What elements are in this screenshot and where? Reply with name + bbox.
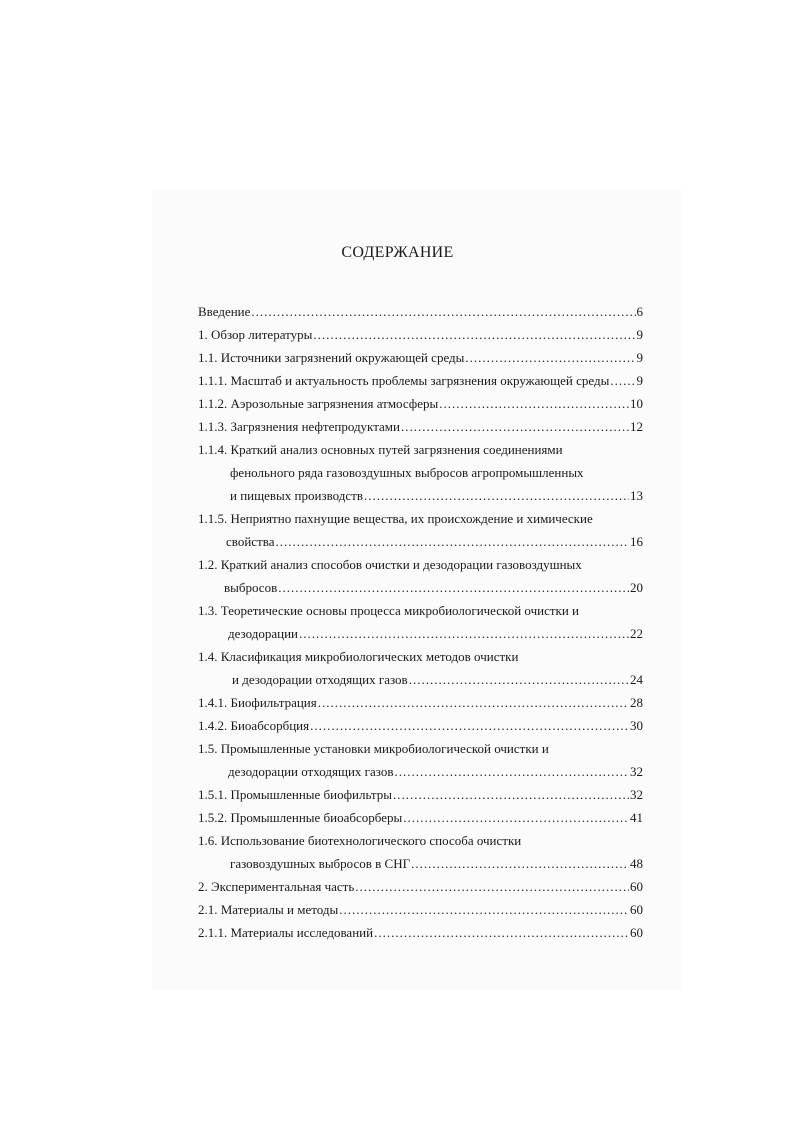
toc-entry-1-4-2 — [198, 714, 643, 737]
toc-entry-1-1-5-line2 — [198, 530, 643, 553]
dot-leader — [275, 530, 629, 553]
dot-leader — [465, 346, 635, 369]
toc-entry-1-1-4-line1: 1.1.4. Краткий анализ основных путей загрязнения соединениями — [198, 442, 563, 457]
toc-entry-label: 1.1. Источники загрязнений окружающей среды — [198, 350, 465, 365]
toc-entry-label: 2. Экспериментальная часть — [198, 879, 355, 894]
toc-entry-1-1-2 — [198, 392, 643, 415]
toc-entry-label: 1. Обзор литературы — [198, 327, 313, 342]
toc-entry-page: 13 — [630, 488, 643, 503]
toc-entry-label: 1.5.1. Промышленные биофильтры — [198, 787, 392, 802]
toc-entry-page: 41 — [630, 810, 643, 825]
toc-entry-1-5-2 — [198, 806, 643, 829]
toc-entry-label: 1.4.1. Биофильтрация — [198, 695, 317, 710]
toc-entry-1-1-4-line2: фенольного ряда газовоздушных выбросов агропромышленных — [230, 465, 584, 480]
dot-leader — [318, 691, 629, 714]
dot-leader — [355, 875, 629, 898]
toc-entry-1-5-line2 — [198, 760, 643, 783]
dot-leader — [251, 300, 635, 323]
toc-entry-page: 9 — [636, 373, 643, 388]
toc-entry-1-3-line2 — [198, 622, 643, 645]
toc-entry-page: 28 — [630, 695, 643, 710]
toc-entry-label: 1.1.2. Аэрозольные загрязнения атмосферы — [198, 396, 439, 411]
toc-entry-2-1-1 — [198, 921, 643, 944]
toc-entry-1-5-1 — [198, 783, 643, 806]
toc-entry-label: 2.1.1. Материалы исследований — [198, 925, 374, 940]
dot-leader — [364, 484, 629, 507]
toc-entry-1-3-line1: 1.3. Теоретические основы процесса микробиологической очистки и — [198, 603, 579, 618]
toc-entry-1-2-line2 — [198, 576, 643, 599]
toc-entry-page: 20 — [630, 580, 643, 595]
toc-entry-label: 1.4.2. Биоабсорбция — [198, 718, 310, 733]
toc-entry-1-1-3 — [198, 415, 643, 438]
toc-entry-page: 6 — [636, 304, 643, 319]
toc-entry-page: 9 — [636, 327, 643, 342]
table-of-contents — [198, 300, 643, 944]
dot-leader — [310, 714, 629, 737]
toc-entry-1-2-line1: 1.2. Краткий анализ способов очистки и дезодорации газовоздушных — [198, 557, 582, 572]
toc-entry-1-1-4-line3 — [198, 484, 643, 507]
toc-entry-label: Введение — [198, 304, 251, 319]
toc-entry-page: 32 — [630, 787, 643, 802]
toc-entry-label: 1.1.1. Масштаб и актуальность проблемы загрязнения окружающей среды — [198, 373, 610, 388]
toc-entry-1-1 — [198, 346, 643, 369]
toc-entry-page: 32 — [630, 764, 643, 779]
toc-entry-1-6-line1: 1.6. Использование биотехнологического способа очистки — [198, 833, 522, 848]
toc-entry-label: дезодорации отходящих газов — [228, 764, 394, 779]
toc-entry-page: 16 — [630, 534, 643, 549]
dot-leader — [278, 576, 629, 599]
toc-entry-label: свойства — [226, 534, 275, 549]
dot-leader — [299, 622, 629, 645]
toc-entry-label: 2.1. Материалы и методы — [198, 902, 339, 917]
toc-entry-page: 12 — [630, 419, 643, 434]
dot-leader — [339, 898, 629, 921]
toc-entry-page: 60 — [630, 879, 643, 894]
toc-entry-2-1 — [198, 898, 643, 921]
dot-leader — [403, 806, 629, 829]
toc-entry-page: 60 — [630, 925, 643, 940]
toc-entry-1-4-line2 — [198, 668, 643, 691]
toc-entry-page: 60 — [630, 902, 643, 917]
dot-leader — [374, 921, 629, 944]
dot-leader — [393, 783, 629, 806]
toc-entry-label: и дезодорации отходящих газов — [232, 672, 408, 687]
toc-entry-page: 22 — [630, 626, 643, 641]
toc-entry-1-1-1 — [198, 369, 643, 392]
toc-entry-1-5-line1: 1.5. Промышленные установки микробиологической очистки и — [198, 741, 549, 756]
toc-entry-2 — [198, 875, 643, 898]
dot-leader — [610, 369, 635, 392]
toc-entry-page: 30 — [630, 718, 643, 733]
toc-entry-label: 1.5.2. Промышленные биоабсорберы — [198, 810, 403, 825]
dot-leader — [409, 668, 629, 691]
toc-entry-label: и пищевых производств — [230, 488, 363, 503]
toc-entry-page: 48 — [630, 856, 643, 871]
toc-entry-page: 24 — [630, 672, 643, 687]
page-title: СОДЕРЖАНИЕ — [341, 244, 454, 261]
toc-entry-1-4-1 — [198, 691, 643, 714]
toc-entry-label: 1.1.3. Загрязнения нефтепродуктами — [198, 419, 400, 434]
dot-leader — [401, 415, 629, 438]
dot-leader — [394, 760, 629, 783]
toc-entry-1 — [198, 323, 643, 346]
toc-entry-label: выбросов — [224, 580, 278, 595]
toc-entry-1-6-line2 — [198, 852, 643, 875]
toc-entry-page: 10 — [630, 396, 643, 411]
toc-entry-1-1-5-line1: 1.1.5. Неприятно пахнущие вещества, их происхождение и химические — [198, 511, 593, 526]
toc-entry-introduction — [198, 300, 643, 323]
toc-entry-page: 9 — [636, 350, 643, 365]
toc-entry-label: газовоздушных выбросов в СНГ — [230, 856, 411, 871]
dot-leader — [313, 323, 635, 346]
dot-leader — [439, 392, 629, 415]
dot-leader — [411, 852, 629, 875]
toc-entry-1-4-line1: 1.4. Класификация микробиологических методов очистки — [198, 649, 519, 664]
toc-entry-label: дезодорации — [228, 626, 298, 641]
